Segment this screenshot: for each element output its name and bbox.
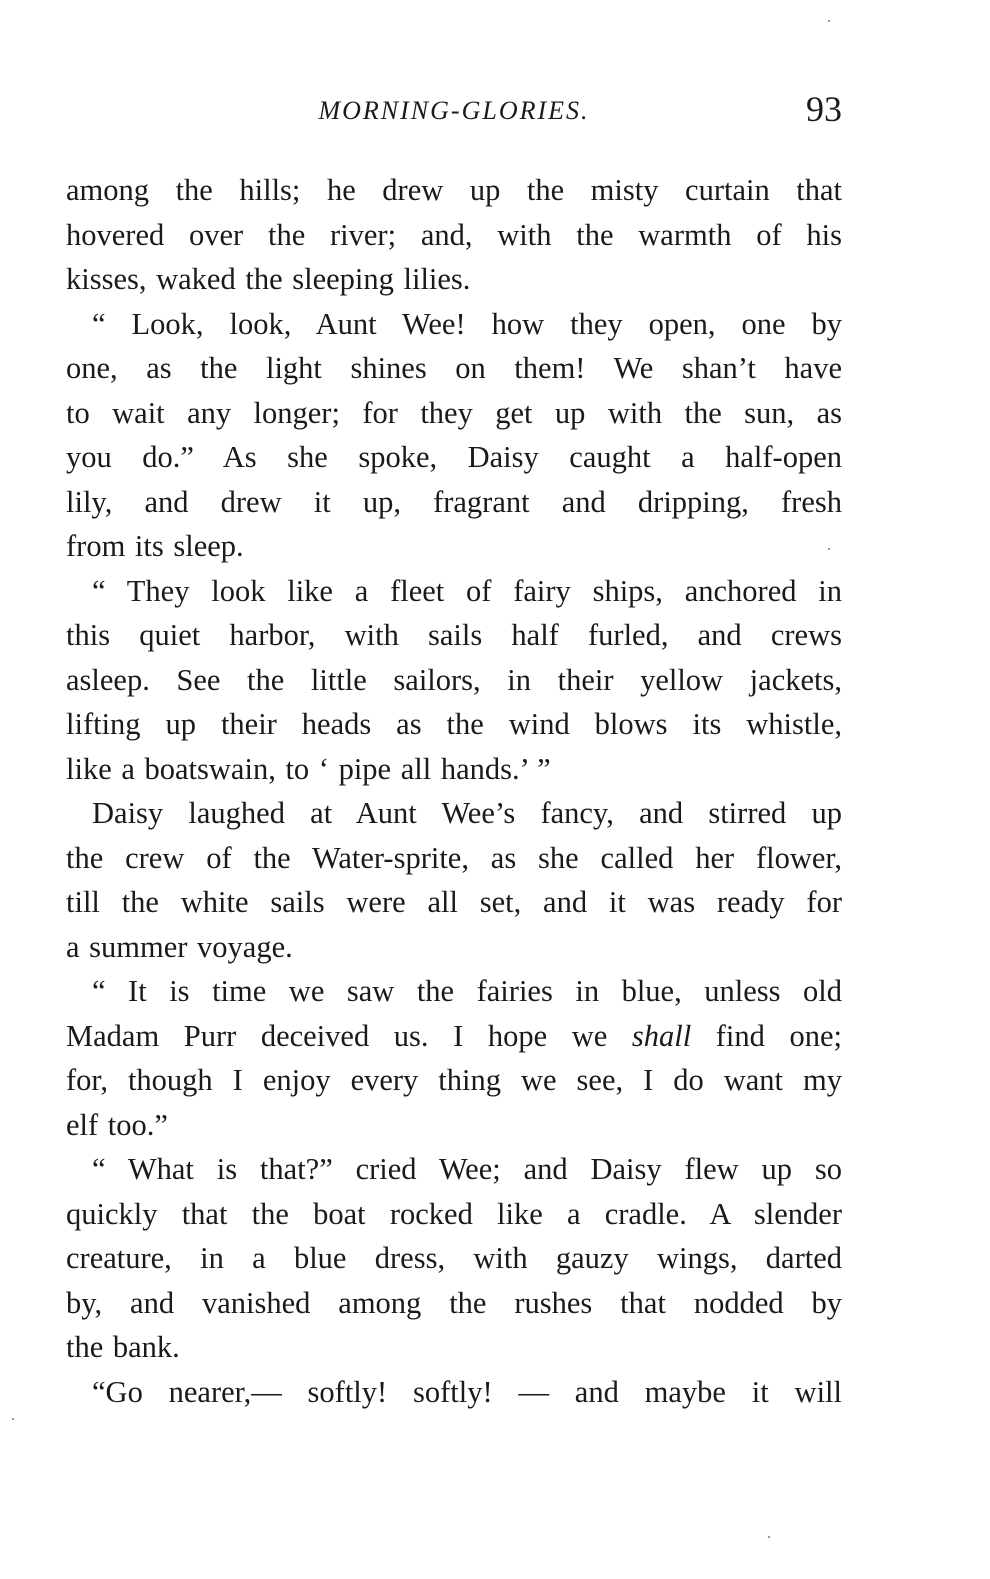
text-line: elf too.” <box>66 1107 168 1142</box>
text-line: quickly that the boat rocked like a cradle. A slender <box>66 1196 842 1231</box>
emphasized-word: shall <box>631 1018 692 1053</box>
text-line: Daisy laughed at Aunt Wee’s fancy, and stirred up <box>92 796 842 830</box>
text-line: lily, and drew it up, fragrant and dripping, fresh <box>66 484 842 519</box>
text-line: creature, in a blue dress, with gauzy wings, darted <box>66 1241 842 1275</box>
text-line: “ Look, look, Aunt Wee! how they open, one by <box>92 306 842 341</box>
text-run: Madam Purr deceived us. I hope we <box>66 1018 608 1053</box>
text-line: from its sleep. <box>66 529 244 563</box>
paper-speck <box>12 1418 14 1420</box>
text-line: the bank. <box>66 1330 180 1364</box>
text-line: this quiet harbor, with sails half furled, and crews <box>66 618 842 652</box>
text-line: asleep. See the little sailors, in their yellow jackets, <box>66 662 842 697</box>
text-line: “Go nearer,— softly! softly! — and maybe it will <box>92 1374 842 1409</box>
text-line: by, and vanished among the rushes that nodded by <box>66 1285 842 1320</box>
paper-speck <box>828 20 830 22</box>
text-line: you do.” As she spoke, Daisy caught a half-open <box>66 440 842 474</box>
text-line: a summer voyage. <box>66 929 293 964</box>
running-title: MORNING-GLORIES. <box>318 96 590 125</box>
text-line: “ It is time we saw the fairies in blue, unless old <box>92 974 842 1008</box>
text-line: hovered over the river; and, with the warmth of his <box>66 217 842 252</box>
text-line: to wait any longer; for they get up with the sun, as <box>66 395 842 430</box>
text-line: like a boatswain, to ‘ pipe all hands.’ ” <box>66 751 551 786</box>
page-number: 93 <box>806 89 842 129</box>
text-line: among the hills; he drew up the misty curtain that <box>66 173 842 207</box>
text-line: “ They look like a fleet of fairy ships, anchored in <box>92 573 842 608</box>
text-line: the crew of the Water-sprite, as she called her flower, <box>66 840 842 875</box>
text-line: lifting up their heads as the wind blows its whistle, <box>66 707 842 741</box>
running-head <box>66 88 842 132</box>
paper-speck <box>828 548 830 550</box>
text-line: for, though I enjoy every thing we see, I do want my <box>66 1063 842 1097</box>
text-line <box>66 1014 842 1059</box>
paper-speck <box>768 1536 770 1538</box>
text-line: one, as the light shines on them! We shan’t have <box>66 351 842 385</box>
text-line: kisses, waked the sleeping lilies. <box>66 262 471 296</box>
body-text <box>66 168 842 1414</box>
text-line: “ What is that?” cried Wee; and Daisy flew up so <box>92 1152 842 1186</box>
text-run: find one; <box>715 1018 842 1053</box>
text-line: till the white sails were all set, and it was ready for <box>66 885 842 919</box>
